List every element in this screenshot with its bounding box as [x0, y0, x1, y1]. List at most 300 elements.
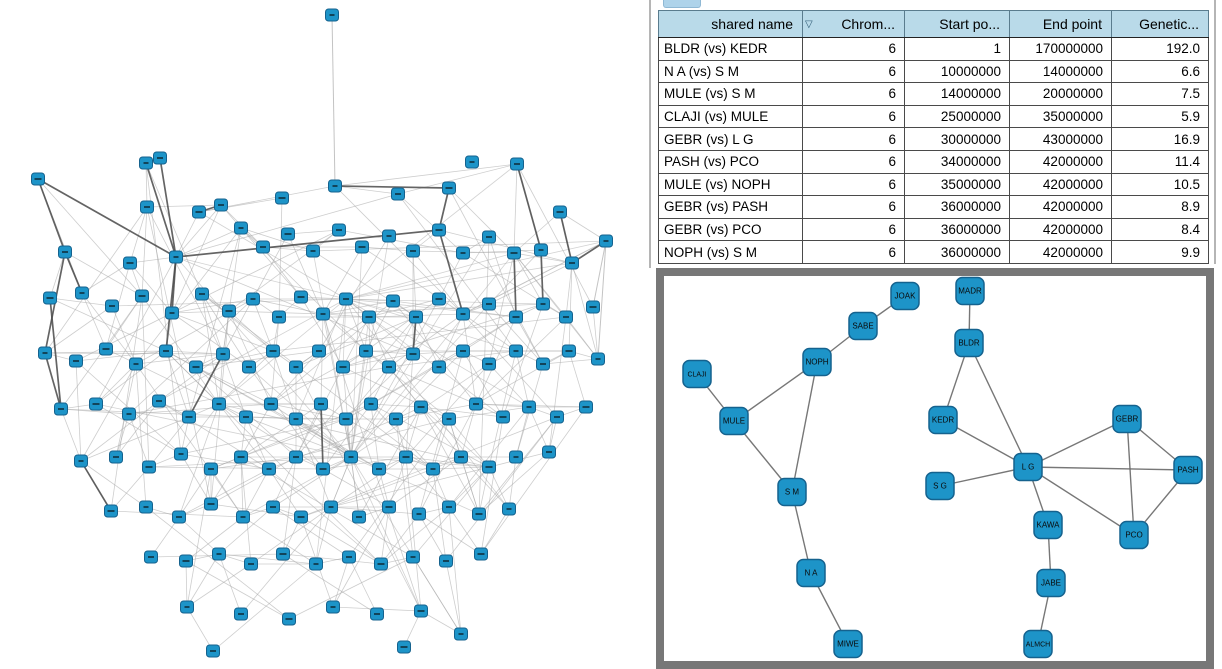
network-node[interactable]: [427, 463, 440, 475]
node-label-smudge: [276, 316, 282, 318]
node-label-smudge: [557, 211, 564, 213]
network-node[interactable]: [100, 343, 113, 355]
node-label-smudge: [333, 185, 338, 187]
network-edge-bold: [321, 404, 323, 469]
network-node[interactable]: [407, 245, 420, 257]
node-joak[interactable]: [891, 283, 919, 310]
node-label-smudge: [144, 206, 150, 208]
network-node[interactable]: [76, 287, 89, 299]
network-node[interactable]: [455, 628, 468, 640]
network-node[interactable]: [213, 548, 226, 560]
cell-value: 8.4: [1112, 218, 1209, 241]
node-sabe[interactable]: [849, 313, 877, 340]
network-edge: [61, 409, 81, 461]
network-node[interactable]: [223, 305, 236, 317]
network-node[interactable]: [55, 403, 68, 415]
table-row[interactable]: [659, 150, 1209, 173]
node-label-smudge: [478, 553, 485, 555]
network-node[interactable]: [170, 251, 183, 263]
network-node[interactable]: [398, 641, 411, 653]
node-label-smudge: [330, 14, 335, 16]
network-edge: [419, 351, 463, 514]
network-node[interactable]: [235, 451, 248, 463]
network-edge: [176, 257, 351, 457]
cell-value: 36000000: [905, 241, 1010, 264]
network-edge: [549, 317, 566, 452]
scrollbar-thumb[interactable]: [663, 0, 701, 8]
table-row[interactable]: [659, 60, 1209, 83]
node-kawa[interactable]: [1034, 512, 1062, 539]
network-edge: [81, 417, 189, 461]
network-node[interactable]: [410, 311, 423, 323]
network-node[interactable]: [315, 398, 328, 410]
table-row[interactable]: [659, 128, 1209, 151]
network-node[interactable]: [407, 348, 420, 360]
network-node[interactable]: [173, 511, 186, 523]
node-label-smudge: [374, 613, 380, 615]
network-node[interactable]: [257, 241, 270, 253]
network-node[interactable]: [39, 347, 52, 359]
network-edge: [136, 364, 243, 517]
network-node[interactable]: [392, 188, 405, 200]
network-node[interactable]: [160, 345, 173, 357]
node-label: MIWE: [837, 639, 859, 649]
column-header-genetic[interactable]: Genetic...: [1112, 11, 1209, 38]
node-label-smudge: [343, 298, 349, 300]
cell-value: 11.4: [1112, 150, 1209, 173]
node-label-smudge: [566, 350, 573, 352]
node-label-smudge: [267, 468, 272, 470]
network-node[interactable]: [175, 448, 188, 460]
network-node[interactable]: [443, 182, 456, 194]
column-header-chromosome[interactable]: ▽ Chrom...: [803, 11, 905, 38]
network-node[interactable]: [282, 228, 295, 240]
network-node[interactable]: [371, 608, 384, 620]
node-label-smudge: [395, 193, 401, 195]
network-node[interactable]: [483, 461, 496, 473]
network-edge: [332, 15, 335, 186]
cell-value: 42000000: [1010, 241, 1112, 264]
network-node[interactable]: [140, 501, 153, 513]
node-label-smudge: [386, 366, 392, 368]
network-node[interactable]: [415, 401, 428, 413]
network-node[interactable]: [295, 511, 308, 523]
node-label-smudge: [316, 350, 322, 352]
table-row[interactable]: [659, 38, 1209, 61]
node-label-smudge: [148, 556, 154, 558]
node-label-smudge: [486, 303, 492, 305]
node-label-smudge: [293, 456, 299, 458]
network-node[interactable]: [413, 508, 426, 520]
node-label-smudge: [486, 363, 493, 365]
network-node[interactable]: [205, 498, 218, 510]
table-row[interactable]: [659, 196, 1209, 219]
filter-icon[interactable]: ▽: [805, 19, 813, 30]
network-node[interactable]: [240, 411, 253, 423]
node-label: KEDR: [931, 415, 955, 425]
network-node[interactable]: [387, 295, 400, 307]
network-edge: [449, 407, 529, 419]
network-node[interactable]: [475, 548, 488, 560]
network-node[interactable]: [310, 558, 323, 570]
network-node[interactable]: [554, 206, 567, 218]
network-node[interactable]: [510, 451, 523, 463]
cell-value: 6: [803, 60, 905, 83]
network-node[interactable]: [592, 353, 605, 365]
node-label-smudge: [386, 506, 393, 508]
network-node[interactable]: [523, 401, 536, 413]
node-label-smudge: [349, 456, 354, 458]
node-label-smudge: [461, 313, 466, 315]
network-node[interactable]: [243, 361, 256, 373]
network-edge: [147, 207, 223, 354]
column-header-end-point[interactable]: End point: [1010, 11, 1112, 38]
network-node[interactable]: [317, 463, 330, 475]
network-edge: [509, 457, 516, 509]
network-node[interactable]: [329, 180, 342, 192]
network-node[interactable]: [400, 451, 413, 463]
network-node[interactable]: [207, 645, 220, 657]
table-row[interactable]: [659, 105, 1209, 128]
column-header-shared-name[interactable]: shared name: [659, 11, 803, 38]
cell-value: 6: [803, 128, 905, 151]
node-s-g[interactable]: [926, 473, 954, 500]
network-node[interactable]: [433, 361, 446, 373]
node-label: GEBR: [1115, 414, 1139, 424]
network-node[interactable]: [497, 411, 510, 423]
network-node[interactable]: [483, 231, 496, 243]
node-label-smudge: [144, 162, 149, 164]
network-node[interactable]: [180, 555, 193, 567]
network-node[interactable]: [276, 192, 289, 204]
right-panel-edge: [1214, 0, 1216, 264]
cell-value: 42000000: [1010, 218, 1112, 241]
panel-divider[interactable]: [649, 0, 651, 268]
node-label-smudge: [196, 211, 203, 213]
network-node[interactable]: [383, 501, 396, 513]
node-label-smudge: [343, 418, 350, 420]
cell-value: 42000000: [1010, 173, 1112, 196]
node-label-smudge: [500, 416, 507, 418]
node-label-smudge: [541, 303, 546, 305]
node-jabe[interactable]: [1037, 570, 1065, 597]
node-label-smudge: [127, 262, 134, 264]
network-node[interactable]: [205, 463, 218, 475]
network-node[interactable]: [503, 503, 516, 515]
network-node[interactable]: [373, 463, 386, 475]
network-node[interactable]: [215, 199, 228, 211]
network-edge: [529, 407, 549, 452]
network-node[interactable]: [383, 230, 396, 242]
table-row[interactable]: [659, 173, 1209, 196]
network-edge: [38, 179, 142, 296]
network-node[interactable]: [217, 348, 230, 360]
network-node[interactable]: [356, 241, 369, 253]
node-label-smudge: [294, 366, 299, 368]
table-row[interactable]: [659, 241, 1209, 264]
node-almch[interactable]: [1024, 631, 1052, 658]
node-label-smudge: [513, 316, 520, 318]
node-label-smudge: [410, 353, 417, 355]
network-node[interactable]: [470, 398, 483, 410]
network-node[interactable]: [145, 551, 158, 563]
node-bldr[interactable]: [955, 330, 983, 357]
network-node[interactable]: [337, 361, 350, 373]
network-node[interactable]: [263, 463, 276, 475]
network-node[interactable]: [247, 293, 260, 305]
network-node[interactable]: [340, 413, 353, 425]
network-node[interactable]: [457, 308, 470, 320]
network-node[interactable]: [59, 246, 72, 258]
network-node[interactable]: [365, 398, 378, 410]
network-edge: [351, 304, 489, 457]
network-edge: [514, 164, 517, 253]
network-edge-bold: [335, 186, 449, 188]
node-label-smudge: [260, 246, 266, 248]
network-node[interactable]: [295, 291, 308, 303]
node-label-smudge: [79, 460, 84, 462]
node-label-smudge: [447, 418, 452, 420]
network-node[interactable]: [273, 311, 286, 323]
node-label-smudge: [321, 313, 326, 315]
node-label: MADR: [958, 286, 982, 296]
network-node[interactable]: [90, 398, 103, 410]
network-node[interactable]: [290, 451, 303, 463]
table-body: [659, 38, 1209, 264]
network-node[interactable]: [124, 257, 137, 269]
network-node[interactable]: [543, 446, 556, 458]
node-label-smudge: [329, 506, 334, 508]
network-node[interactable]: [307, 245, 320, 257]
network-node[interactable]: [353, 511, 366, 523]
network-node[interactable]: [277, 548, 290, 560]
node-label-smudge: [376, 468, 382, 470]
cell-value: 25000000: [905, 105, 1010, 128]
network-node[interactable]: [333, 224, 346, 236]
network-node[interactable]: [105, 505, 118, 517]
node-label-smudge: [443, 560, 449, 562]
network-node[interactable]: [190, 361, 203, 373]
node-label-smudge: [226, 310, 233, 312]
network-node[interactable]: [433, 224, 446, 236]
network-node[interactable]: [183, 411, 196, 423]
network-node[interactable]: [508, 247, 521, 259]
network-node[interactable]: [141, 201, 154, 213]
network-node[interactable]: [193, 206, 206, 218]
network-node[interactable]: [580, 401, 593, 413]
node-label-smudge: [436, 229, 443, 231]
network-node[interactable]: [415, 605, 428, 617]
cell-value: 10000000: [905, 60, 1010, 83]
network-node[interactable]: [457, 345, 470, 357]
network-node[interactable]: [340, 293, 353, 305]
network-node[interactable]: [455, 451, 468, 463]
network-node[interactable]: [483, 358, 496, 370]
node-label-smudge: [144, 506, 149, 508]
network-node[interactable]: [213, 398, 226, 410]
network-node[interactable]: [313, 345, 326, 357]
network-node[interactable]: [433, 293, 446, 305]
network-edge: [45, 353, 223, 354]
cell-value: 170000000: [1010, 38, 1112, 61]
node-mule[interactable]: [720, 408, 748, 435]
network-node[interactable]: [326, 9, 339, 21]
network-edge: [219, 554, 241, 614]
node-label-smudge: [248, 563, 254, 565]
network-node[interactable]: [181, 601, 194, 613]
network-node[interactable]: [390, 413, 403, 425]
detail-network-canvas[interactable]: [664, 276, 1206, 661]
network-node[interactable]: [343, 551, 356, 563]
network-edge: [598, 241, 606, 359]
network-node[interactable]: [600, 235, 613, 247]
network-node[interactable]: [535, 244, 548, 256]
cell-shared-name: GEBR (vs) PASH: [659, 196, 803, 219]
node-label-smudge: [369, 403, 374, 405]
network-node[interactable]: [443, 413, 456, 425]
network-node[interactable]: [360, 345, 373, 357]
network-node[interactable]: [363, 311, 376, 323]
network-node[interactable]: [110, 451, 123, 463]
node-label-smudge: [208, 468, 214, 470]
network-node[interactable]: [407, 551, 420, 563]
network-node[interactable]: [317, 308, 330, 320]
network-edge: [398, 194, 463, 253]
node-label-smudge: [410, 250, 416, 252]
node-pash[interactable]: [1174, 457, 1202, 484]
network-node[interactable]: [106, 300, 119, 312]
network-node[interactable]: [154, 152, 167, 164]
network-node[interactable]: [563, 345, 576, 357]
network-node[interactable]: [383, 361, 396, 373]
network-node[interactable]: [537, 358, 550, 370]
network-edge: [187, 564, 251, 607]
node-label-smudge: [298, 516, 305, 518]
node-label-smudge: [108, 510, 115, 512]
cell-value: 14000000: [1010, 60, 1112, 83]
cell-value: 7.5: [1112, 83, 1209, 106]
network-node[interactable]: [325, 501, 338, 513]
node-n-a[interactable]: [797, 560, 825, 587]
network-node[interactable]: [245, 558, 258, 570]
column-header-start-point[interactable]: Start po...: [905, 11, 1010, 38]
node-gebr[interactable]: [1113, 406, 1141, 433]
node-label-smudge: [43, 352, 48, 354]
network-node[interactable]: [75, 455, 88, 467]
cell-value: 9.9: [1112, 241, 1209, 264]
network-edge: [569, 351, 586, 407]
network-node[interactable]: [443, 501, 456, 513]
node-l-g[interactable]: [1014, 454, 1042, 481]
network-edge-bold: [517, 164, 541, 250]
network-node[interactable]: [123, 408, 136, 420]
network-node[interactable]: [587, 301, 600, 313]
network-node[interactable]: [551, 411, 564, 423]
cell-value: 36000000: [905, 218, 1010, 241]
network-node[interactable]: [237, 511, 250, 523]
network-node[interactable]: [290, 361, 303, 373]
network-edge: [969, 343, 1028, 467]
network-node[interactable]: [375, 558, 388, 570]
node-label-smudge: [514, 456, 519, 458]
network-node[interactable]: [283, 613, 296, 625]
cell-value: 6: [803, 173, 905, 196]
network-node[interactable]: [327, 601, 340, 613]
network-node[interactable]: [345, 451, 358, 463]
network-node[interactable]: [483, 298, 496, 310]
network-node[interactable]: [235, 608, 248, 620]
network-node[interactable]: [166, 307, 179, 319]
node-label-smudge: [418, 406, 425, 408]
network-node[interactable]: [510, 311, 523, 323]
network-node[interactable]: [267, 345, 280, 357]
network-node[interactable]: [32, 173, 45, 185]
cell-value: 1: [905, 38, 1010, 61]
node-claji[interactable]: [683, 361, 711, 388]
node-label-smudge: [134, 363, 139, 365]
cell-value: 43000000: [1010, 128, 1112, 151]
network-node[interactable]: [44, 292, 57, 304]
network-edge: [449, 507, 461, 634]
table-row[interactable]: [659, 218, 1209, 241]
network-node[interactable]: [290, 413, 303, 425]
node-miwe[interactable]: [834, 631, 862, 658]
node-label: KAWA: [1036, 520, 1060, 530]
node-label-smudge: [473, 403, 479, 405]
network-edge: [149, 467, 323, 469]
node-label: ALMCH: [1025, 641, 1051, 649]
network-node[interactable]: [140, 157, 153, 169]
node-label-smudge: [403, 456, 410, 458]
table-row[interactable]: [659, 83, 1209, 106]
node-noph[interactable]: [803, 349, 831, 376]
network-node[interactable]: [196, 288, 209, 300]
network-node[interactable]: [265, 398, 278, 410]
node-label-smudge: [604, 240, 609, 242]
network-node[interactable]: [136, 290, 149, 302]
node-label-smudge: [514, 163, 520, 165]
node-label-smudge: [47, 297, 54, 299]
network-node[interactable]: [143, 461, 156, 473]
node-label-smudge: [486, 466, 493, 468]
node-label-smudge: [460, 350, 466, 352]
edge-attribute-table: [658, 10, 1209, 264]
node-kedr[interactable]: [929, 407, 957, 434]
network-node[interactable]: [70, 355, 83, 367]
network-node[interactable]: [440, 555, 453, 567]
network-node[interactable]: [511, 158, 524, 170]
node-madr[interactable]: [956, 278, 984, 305]
network-node[interactable]: [235, 222, 248, 234]
network-node[interactable]: [537, 298, 550, 310]
node-label-smudge: [540, 363, 546, 365]
node-s-m[interactable]: [778, 479, 806, 506]
network-node[interactable]: [466, 156, 479, 168]
network-node[interactable]: [130, 358, 143, 370]
node-label-smudge: [218, 204, 224, 206]
node-pco[interactable]: [1120, 522, 1148, 549]
network-node[interactable]: [566, 257, 579, 269]
node-label-smudge: [280, 553, 287, 555]
network-node[interactable]: [560, 311, 573, 323]
network-node[interactable]: [473, 508, 486, 520]
network-node[interactable]: [510, 345, 523, 357]
network-node[interactable]: [457, 247, 470, 259]
network-edge: [517, 164, 593, 307]
network-node[interactable]: [267, 501, 280, 513]
cell-value: 30000000: [905, 128, 1010, 151]
network-node[interactable]: [153, 395, 166, 407]
